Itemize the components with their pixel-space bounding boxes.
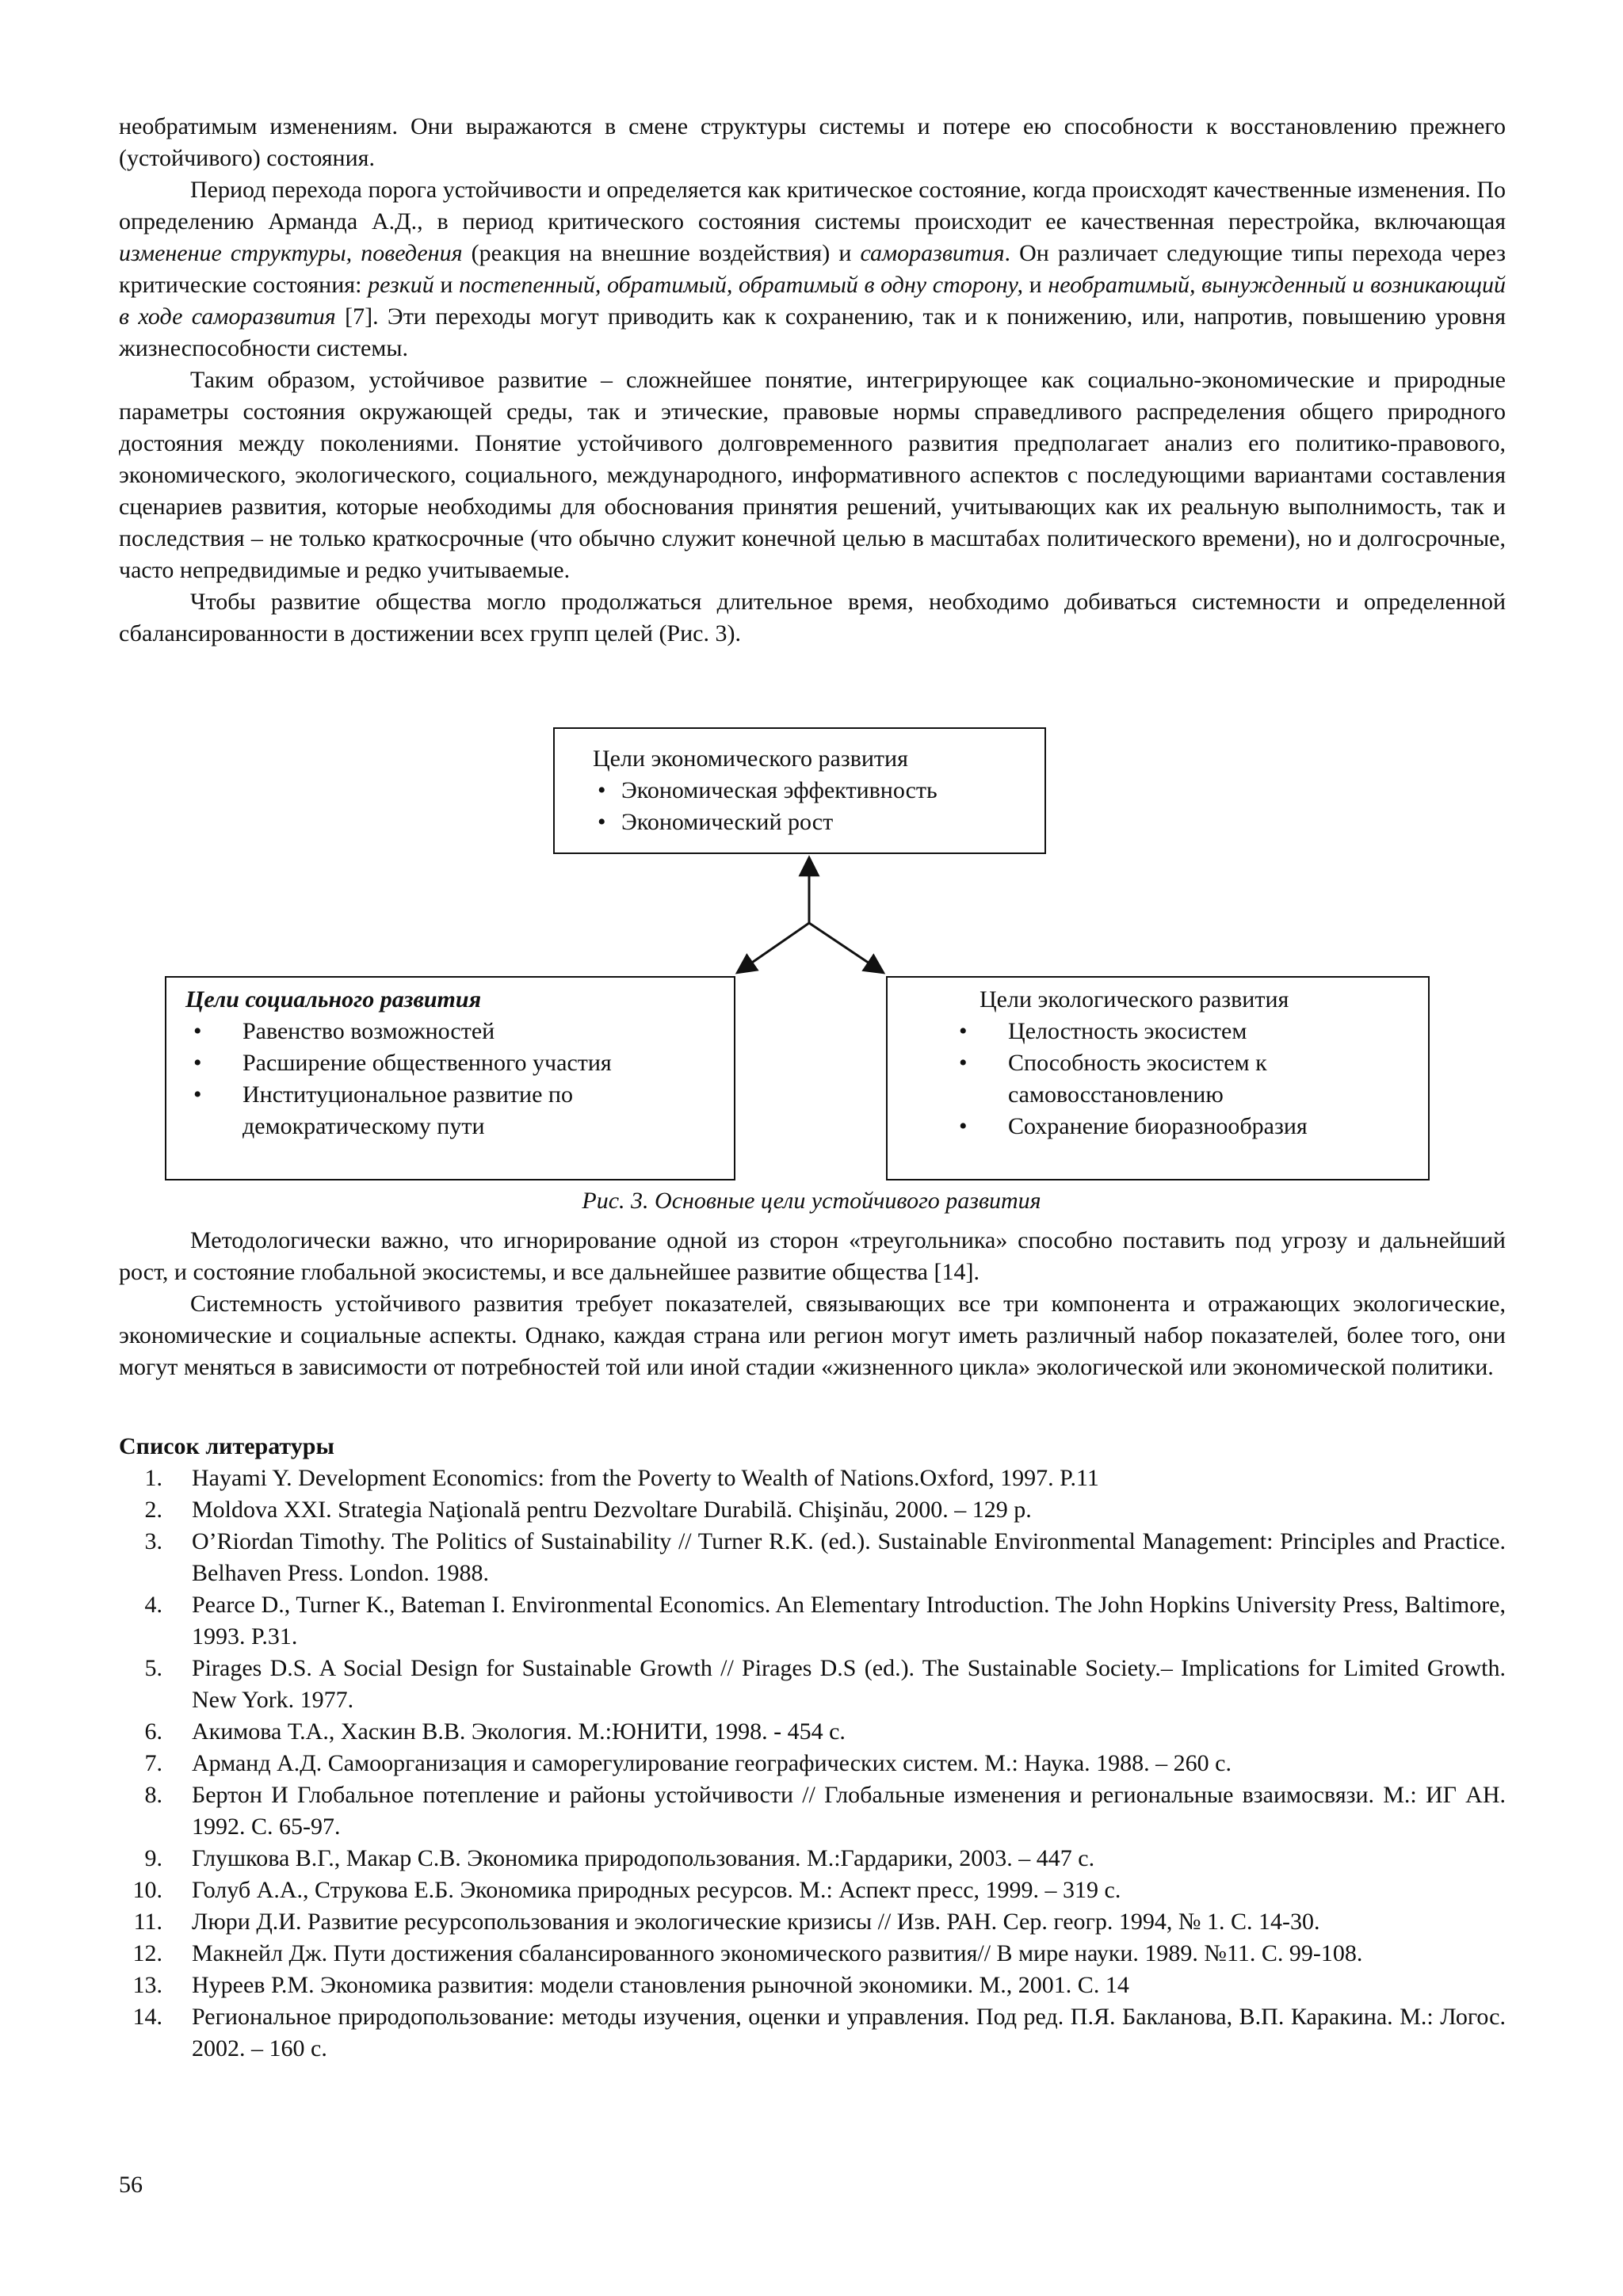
bullet-mark: • (959, 1050, 968, 1076)
economic-goals-box (553, 727, 1046, 854)
reference-item (119, 1938, 1506, 1970)
reference-number: 8. (144, 1782, 162, 1808)
bullet-mark: • (193, 1018, 202, 1044)
reference-item (119, 1970, 1506, 2001)
paragraph-1: необратимым изменениям. Они выражаются в смене структуры системы и потере ею способности к восстановлению прежнего (устойчивого) состояния. (119, 113, 1506, 171)
paragraph-2-text-6: [7]. Эти переходы могут приводить как к сохранению, так и к понижению, или, напротив, повышению уровня жизнеспособности системы. (119, 303, 1507, 361)
reference-item (119, 2001, 1506, 2065)
reference-item (119, 1875, 1506, 1906)
reference-text: Арманд А.Д. Самоорганизация и саморегулирование географических систем. М.: Наука. 1988. – 260 с. (192, 1750, 1232, 1776)
ecological-goal-text: Способность экосистем к самовосстановлению (1008, 1050, 1267, 1108)
reference-number: 11. (133, 1909, 162, 1935)
paragraph-2-italic-5: необратимый, вынужденный и возникающий в ходе саморазвития (119, 272, 1506, 330)
economic-goals-title: Цели экономического развития (593, 746, 908, 772)
reference-number: 1. (144, 1465, 162, 1491)
social-goal-item (185, 1079, 655, 1142)
reference-text: Акимова Т.А., Хаскин В.В. Экология. М.:ЮНИТИ, 1998. - 454 с. (192, 1718, 846, 1745)
reference-text: Голуб А.А., Струкова Е.Б. Экономика природных ресурсов. М.: Аспект пресс, 1999. – 319 с. (192, 1877, 1121, 1903)
bullet-mark: • (193, 1050, 202, 1076)
economic-goal-item (593, 807, 1044, 838)
paragraph-2-italic-3: резкий (368, 272, 434, 298)
reference-number: 7. (144, 1750, 162, 1776)
reference-item (119, 1779, 1506, 1843)
reference-text: Макнейл Дж. Пути достижения сбалансированного экономического развития// В мире науки. 1989. №11. С. 99-108. (192, 1940, 1363, 1966)
references-list (119, 1463, 1506, 2065)
reference-item (119, 1494, 1506, 1526)
bullet-mark: • (959, 1018, 968, 1044)
reference-number: 14. (132, 2004, 162, 2030)
reference-text: Глушкова В.Г., Макар С.В. Экономика природопользования. М.:Гардарики, 2003. – 447 с. (192, 1845, 1095, 1871)
reference-number: 3. (144, 1528, 162, 1554)
ecological-goal-item (888, 1016, 1428, 1047)
social-goal-text: Институциональное развитие по демократическому пути (242, 1081, 573, 1139)
reference-item (119, 1748, 1506, 1779)
page-number: 56 (119, 2172, 143, 2198)
paragraph-2-italic-1: изменение структуры, поведения (119, 240, 463, 266)
body-text-bottom (119, 1225, 1506, 1383)
reference-text: Бертон И Глобальное потепление и районы устойчивости // Глобальные изменения и региональные взаимосвязи. М.: ИГ АН. 1992. С. 65-97. (192, 1782, 1506, 1840)
reference-number: 2. (144, 1497, 162, 1523)
reference-text: Pirages D.S. A Social Design for Sustainable Growth // Pirages D.S (ed.). The Sustainable Society.– Implications for Limited Growth. New York. 1977. (192, 1655, 1506, 1713)
reference-text: Региональное природопользование: методы изучения, оценки и управления. Под ред. П.Я. Бакланова, В.П. Каракина. М.: Логос. 2002. – 160 с. (192, 2004, 1506, 2061)
social-goals-box (165, 976, 735, 1180)
arrow-to-social (737, 923, 809, 973)
paragraph-2-italic-4: постепенный, обратимый, обратимый в одну сторону, (459, 272, 1023, 298)
reference-item (119, 1463, 1506, 1494)
paragraph-2-text-3: . Он различает следующие типы перехода через критические состояния: (119, 240, 1506, 298)
social-goal-item (185, 1047, 734, 1079)
reference-number: 12. (132, 1940, 162, 1966)
paragraph-2-text-2: (реакция на внешние воздействия) и (462, 240, 861, 266)
reference-text: Люри Д.И. Развитие ресурсопользования и экологические кризисы // Изв. РАН. Сер. геогр. 1994, № 1. С. 14-30. (192, 1909, 1320, 1935)
ecological-goal-text: Целостность экосистем (1008, 1018, 1247, 1044)
reference-item (119, 1653, 1506, 1716)
social-goal-text: Расширение общественного участия (242, 1050, 612, 1076)
paragraph-5: Методологически важно, что игнорирование одной из сторон «треугольника» способно поставить под угрозу и дальнейший рост, и состояние глобальной экосистемы, и все дальнейшее развитие общества [14]. (119, 1227, 1506, 1285)
ecological-goals-title: Цели экологического развития (980, 986, 1289, 1013)
ecological-goal-text: Сохранение биоразнообразия (1008, 1113, 1308, 1139)
reference-item (119, 1843, 1506, 1875)
economic-goal-item (593, 775, 1044, 807)
ecological-goals-box (886, 976, 1430, 1180)
reference-text: Hayami Y. Development Economics: from the Poverty to Wealth of Nations.Oxford, 1997. P.11 (192, 1465, 1099, 1491)
paragraph-2-text-1: Период перехода порога устойчивости и определяется как критическое состояние, когда происходят качественные изменения. По определению Арманда А.Д., в период критического состояния системы происходит ее качественная перестройка, включающая (119, 177, 1506, 235)
reference-item (119, 1906, 1506, 1938)
arrow-to-ecological (809, 923, 884, 973)
reference-text: O’Riordan Timothy. The Politics of Sustainability // Turner R.K. (ed.). Sustainable Environmental Management: Principles and Practice. Belhaven Press. London. 1988. (192, 1528, 1506, 1586)
references-title: Список литературы (119, 1433, 334, 1459)
reference-text: Нуреев Р.М. Экономика развития: модели становления рыночной экономики. М., 2001. С. 14 (192, 1972, 1129, 1998)
paragraph-2-text-5: и (1022, 272, 1048, 298)
economic-goal-text: Экономическая эффективность (621, 777, 938, 803)
figure-caption: Рис. 3. Основные цели устойчивого развития (582, 1188, 1041, 1214)
social-goal-text: Равенство возможностей (242, 1018, 495, 1044)
reference-number: 9. (144, 1845, 162, 1871)
reference-text: Moldova XXI. Strategia Naţională pentru Dezvoltare Durabilă. Chişinău, 2000. – 129 p. (192, 1497, 1032, 1523)
ecological-goal-item (888, 1047, 1325, 1111)
reference-number: 10. (132, 1877, 162, 1903)
paragraph-2-italic-2: саморазвития (860, 240, 1005, 266)
economic-goal-text: Экономический рост (621, 809, 834, 835)
bullet-mark: • (193, 1081, 202, 1108)
ecological-goal-item (888, 1111, 1428, 1142)
social-goals-title: Цели социального развития (185, 986, 482, 1013)
bullet-mark: • (598, 777, 606, 803)
reference-item (119, 1716, 1506, 1748)
reference-number: 6. (144, 1718, 162, 1745)
bullet-mark: • (598, 809, 606, 835)
reference-item (119, 1589, 1506, 1653)
paragraph-4: Чтобы развитие общества могло продолжаться длительное время, необходимо добиваться системности и определенной сбалансированности в достижении всех групп целей (Рис. 3). (119, 589, 1506, 646)
reference-number: 5. (144, 1655, 162, 1681)
reference-item (119, 1526, 1506, 1589)
reference-text: Pearce D., Turner K., Bateman I. Environmental Economics. An Elementary Introduction. The John Hopkins University Press, Baltimore, 1993. P.31. (192, 1592, 1506, 1650)
paragraph-6: Системность устойчивого развития требует показателей, связывающих все три компонента и отражающих экологические, экономические и социальные аспекты. Однако, каждая страна или регион могут иметь различный набор показателей, более того, они могут меняться в зависимости от потребностей той или иной стадии «жизненного цикла» экологической или экономической политики. (119, 1291, 1506, 1380)
reference-number: 13. (132, 1972, 162, 1998)
bullet-mark: • (959, 1113, 968, 1139)
social-goal-item (185, 1016, 734, 1047)
paragraph-2-text-4: и (433, 272, 460, 298)
paragraph-3: Таким образом, устойчивое развитие – сложнейшее понятие, интегрирующее как социально-экономические и природные параметры состояния окружающей среды, так и этические, правовые нормы справедливого распределения общего природного достояния между поколениями. Понятие устойчивого долговременного развития предполагает анализ его политико-правового, экономического, экологического, социального, международного, информативного аспектов с последующими вариантами составления сценариев развития, которые необходимы для обоснования принятия решений, учитывающих как их реальную выполнимость, так и последствия – не только краткосрочные (что обычно служит конечной целью в масштабах политического времени), но и долгосрочные, часто непредвидимые и редко учитываемые. (119, 367, 1506, 583)
reference-number: 4. (144, 1592, 162, 1618)
